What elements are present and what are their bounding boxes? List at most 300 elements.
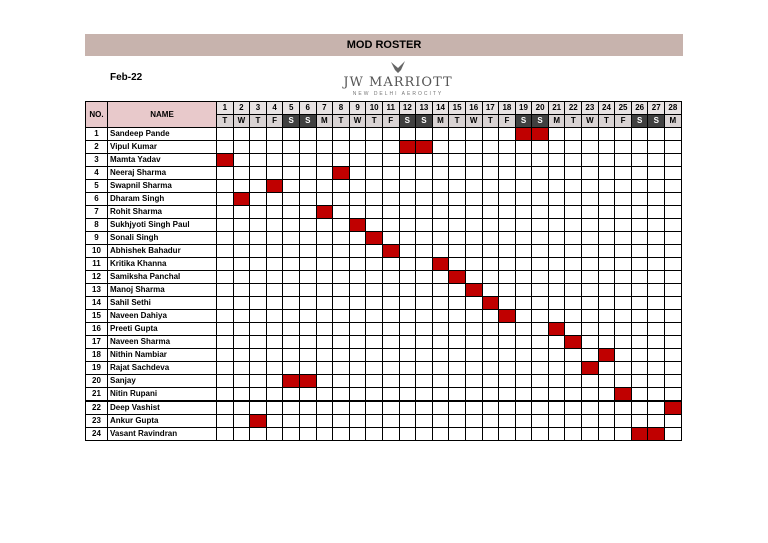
roster-cell — [598, 245, 615, 258]
roster-cell — [465, 180, 482, 193]
roster-cell — [366, 428, 383, 441]
roster-cell — [233, 232, 250, 245]
day-number-header: 10 — [366, 102, 383, 115]
staff-name: Samiksha Panchal — [108, 271, 217, 284]
roster-cell — [465, 323, 482, 336]
roster-cell — [299, 284, 316, 297]
roster-cell — [499, 128, 516, 141]
staff-name: Rohit Sharma — [108, 206, 217, 219]
roster-cell — [665, 219, 682, 232]
no-header: NO. — [86, 102, 108, 128]
roster-cell — [449, 180, 466, 193]
roster-cell — [366, 245, 383, 258]
roster-cell — [250, 401, 267, 415]
roster-cell — [548, 428, 565, 441]
staff-row — [86, 323, 682, 336]
roster-cell — [250, 362, 267, 375]
roster-cell — [598, 362, 615, 375]
weekday-header: S — [416, 115, 433, 128]
roster-cell — [416, 428, 433, 441]
roster-cell — [482, 428, 499, 441]
roster-cell — [333, 232, 350, 245]
day-number-header: 22 — [565, 102, 582, 115]
roster-cell — [283, 388, 300, 402]
roster-cell — [648, 362, 665, 375]
roster-cell — [266, 206, 283, 219]
roster-cell — [665, 141, 682, 154]
roster-cell — [366, 193, 383, 206]
roster-cell — [631, 154, 648, 167]
roster-cell — [416, 154, 433, 167]
roster-cell — [266, 428, 283, 441]
roster-cell — [631, 388, 648, 402]
roster-cell — [266, 388, 283, 402]
roster-cell — [665, 428, 682, 441]
day-number-header: 6 — [299, 102, 316, 115]
weekday-header: W — [349, 115, 366, 128]
roster-cell — [432, 167, 449, 180]
staff-name: Nithin Nambiar — [108, 349, 217, 362]
roster-cell — [432, 206, 449, 219]
roster-cell — [449, 219, 466, 232]
roster-cell — [382, 258, 399, 271]
roster-cell — [565, 388, 582, 402]
roster-cell — [250, 284, 267, 297]
roster-cell — [631, 128, 648, 141]
roster-cell — [565, 284, 582, 297]
staff-number: 24 — [86, 428, 108, 441]
roster-cell — [316, 428, 333, 441]
roster-cell — [565, 245, 582, 258]
roster-cell — [665, 349, 682, 362]
staff-row — [86, 388, 682, 402]
roster-cell — [515, 154, 532, 167]
roster-cell — [499, 297, 516, 310]
roster-cell — [382, 232, 399, 245]
roster-cell — [665, 271, 682, 284]
roster-cell — [333, 428, 350, 441]
roster-cell — [266, 232, 283, 245]
roster-cell — [631, 206, 648, 219]
staff-number: 14 — [86, 297, 108, 310]
roster-cell — [548, 349, 565, 362]
roster-cell — [299, 271, 316, 284]
roster-cell — [432, 219, 449, 232]
staff-name: Vipul Kumar — [108, 141, 217, 154]
roster-cell — [631, 415, 648, 428]
roster-cell — [615, 323, 632, 336]
duty-cell — [449, 271, 466, 284]
staff-row — [86, 310, 682, 323]
roster-cell — [366, 219, 383, 232]
roster-cell — [598, 232, 615, 245]
roster-cell — [582, 375, 599, 388]
roster-cell — [582, 428, 599, 441]
roster-cell — [416, 193, 433, 206]
roster-cell — [648, 180, 665, 193]
duty-cell — [349, 219, 366, 232]
roster-cell — [399, 219, 416, 232]
name-header: NAME — [108, 102, 217, 128]
day-number-header: 24 — [598, 102, 615, 115]
staff-row — [86, 193, 682, 206]
roster-cell — [499, 375, 516, 388]
roster-cell — [515, 297, 532, 310]
roster-cell — [532, 336, 549, 349]
roster-cell — [582, 167, 599, 180]
roster-cell — [532, 206, 549, 219]
roster-cell — [283, 206, 300, 219]
staff-number: 10 — [86, 245, 108, 258]
roster-cell — [233, 336, 250, 349]
staff-number: 16 — [86, 323, 108, 336]
roster-cell — [432, 180, 449, 193]
roster-cell — [465, 388, 482, 402]
roster-cell — [499, 271, 516, 284]
roster-cell — [465, 232, 482, 245]
roster-cell — [615, 141, 632, 154]
roster-cell — [382, 375, 399, 388]
roster-cell — [565, 362, 582, 375]
staff-number: 21 — [86, 388, 108, 402]
roster-cell — [349, 428, 366, 441]
roster-cell — [515, 362, 532, 375]
staff-number: 1 — [86, 128, 108, 141]
roster-cell — [532, 154, 549, 167]
roster-cell — [399, 284, 416, 297]
roster-cell — [615, 232, 632, 245]
roster-cell — [532, 401, 549, 415]
roster-cell — [565, 401, 582, 415]
roster-cell — [366, 258, 383, 271]
roster-cell — [665, 245, 682, 258]
roster-cell — [366, 310, 383, 323]
duty-cell — [582, 362, 599, 375]
roster-cell — [648, 323, 665, 336]
roster-cell — [366, 297, 383, 310]
day-number-header: 19 — [515, 102, 532, 115]
roster-cell — [266, 297, 283, 310]
roster-cell — [615, 336, 632, 349]
roster-cell — [515, 193, 532, 206]
roster-cell — [316, 245, 333, 258]
roster-cell — [532, 193, 549, 206]
roster-cell — [515, 388, 532, 402]
roster-cell — [482, 310, 499, 323]
roster-cell — [631, 284, 648, 297]
roster-cell — [333, 141, 350, 154]
roster-cell — [565, 154, 582, 167]
roster-cell — [233, 284, 250, 297]
roster-cell — [465, 362, 482, 375]
roster-cell — [548, 388, 565, 402]
roster-cell — [366, 349, 383, 362]
day-number-header: 4 — [266, 102, 283, 115]
roster-cell — [316, 193, 333, 206]
roster-cell — [665, 310, 682, 323]
roster-cell — [449, 401, 466, 415]
roster-cell — [250, 310, 267, 323]
roster-cell — [416, 375, 433, 388]
roster-cell — [250, 167, 267, 180]
duty-cell — [399, 141, 416, 154]
roster-cell — [565, 193, 582, 206]
roster-cell — [499, 232, 516, 245]
roster-cell — [548, 167, 565, 180]
roster-cell — [399, 206, 416, 219]
staff-name: Ankur Gupta — [108, 415, 217, 428]
roster-cell — [217, 284, 234, 297]
roster-cell — [615, 128, 632, 141]
roster-cell — [349, 336, 366, 349]
duty-cell — [217, 154, 234, 167]
weekday-header: T — [217, 115, 234, 128]
staff-number: 22 — [86, 401, 108, 415]
roster-cell — [615, 167, 632, 180]
roster-cell — [349, 349, 366, 362]
staff-number: 23 — [86, 415, 108, 428]
roster-cell — [648, 349, 665, 362]
weekday-header: W — [465, 115, 482, 128]
day-number-header: 17 — [482, 102, 499, 115]
roster-cell — [416, 388, 433, 402]
roster-cell — [598, 258, 615, 271]
duty-cell — [532, 128, 549, 141]
staff-number: 12 — [86, 271, 108, 284]
roster-cell — [515, 323, 532, 336]
roster-cell — [515, 141, 532, 154]
roster-cell — [598, 401, 615, 415]
staff-row — [86, 362, 682, 375]
roster-cell — [499, 141, 516, 154]
roster-cell — [283, 401, 300, 415]
roster-cell — [416, 128, 433, 141]
roster-cell — [449, 349, 466, 362]
roster-cell — [515, 401, 532, 415]
roster-cell — [283, 284, 300, 297]
roster-cell — [283, 193, 300, 206]
roster-cell — [366, 284, 383, 297]
roster-cell — [366, 388, 383, 402]
day-number-header: 9 — [349, 102, 366, 115]
roster-cell — [631, 232, 648, 245]
roster-cell — [283, 245, 300, 258]
roster-cell — [266, 336, 283, 349]
roster-cell — [582, 141, 599, 154]
roster-cell — [482, 154, 499, 167]
roster-cell — [316, 401, 333, 415]
roster-cell — [349, 310, 366, 323]
roster-cell — [250, 323, 267, 336]
roster-cell — [349, 245, 366, 258]
staff-number: 9 — [86, 232, 108, 245]
roster-cell — [416, 349, 433, 362]
staff-name: Dharam Singh — [108, 193, 217, 206]
month-label: Feb-22 — [110, 72, 143, 83]
roster-cell — [465, 297, 482, 310]
roster-cell — [333, 323, 350, 336]
roster-cell — [432, 349, 449, 362]
staff-number: 4 — [86, 167, 108, 180]
roster-cell — [366, 206, 383, 219]
roster-cell — [432, 128, 449, 141]
roster-cell — [615, 362, 632, 375]
roster-cell — [399, 232, 416, 245]
roster-cell — [349, 167, 366, 180]
roster-cell — [333, 401, 350, 415]
roster-cell — [316, 167, 333, 180]
roster-cell — [266, 310, 283, 323]
roster-cell — [299, 206, 316, 219]
roster-cell — [299, 258, 316, 271]
roster-cell — [532, 297, 549, 310]
roster-cell — [631, 258, 648, 271]
roster-cell — [515, 180, 532, 193]
roster-cell — [582, 128, 599, 141]
roster-cell — [449, 193, 466, 206]
roster-cell — [349, 232, 366, 245]
roster-cell — [217, 258, 234, 271]
staff-number: 13 — [86, 284, 108, 297]
roster-cell — [499, 323, 516, 336]
roster-cell — [482, 362, 499, 375]
roster-cell — [250, 154, 267, 167]
roster-cell — [499, 362, 516, 375]
weekday-header: T — [333, 115, 350, 128]
roster-cell — [349, 323, 366, 336]
duty-cell — [499, 310, 516, 323]
roster-cell — [665, 232, 682, 245]
roster-cell — [482, 323, 499, 336]
duty-cell — [333, 167, 350, 180]
staff-row — [86, 349, 682, 362]
roster-cell — [399, 258, 416, 271]
roster-cell — [499, 180, 516, 193]
roster-cell — [299, 428, 316, 441]
weekday-header: S — [631, 115, 648, 128]
roster-cell — [499, 336, 516, 349]
roster-cell — [482, 141, 499, 154]
day-number-header: 21 — [548, 102, 565, 115]
roster-cell — [233, 167, 250, 180]
roster-cell — [233, 349, 250, 362]
roster-cell — [631, 245, 648, 258]
roster-cell — [399, 415, 416, 428]
roster-cell — [465, 245, 482, 258]
roster-cell — [217, 349, 234, 362]
roster-cell — [449, 336, 466, 349]
staff-row — [86, 297, 682, 310]
roster-cell — [233, 154, 250, 167]
weekday-header: F — [382, 115, 399, 128]
roster-cell — [631, 375, 648, 388]
roster-cell — [582, 401, 599, 415]
roster-cell — [416, 415, 433, 428]
roster-cell — [217, 401, 234, 415]
roster-cell — [532, 388, 549, 402]
roster-cell — [432, 428, 449, 441]
roster-cell — [233, 206, 250, 219]
roster-cell — [449, 154, 466, 167]
roster-cell — [615, 180, 632, 193]
roster-cell — [349, 284, 366, 297]
roster-cell — [548, 141, 565, 154]
roster-cell — [548, 310, 565, 323]
roster-cell — [499, 219, 516, 232]
roster-cell — [598, 167, 615, 180]
roster-cell — [266, 415, 283, 428]
roster-cell — [349, 271, 366, 284]
roster-cell — [266, 401, 283, 415]
roster-cell — [416, 180, 433, 193]
roster-cell — [217, 362, 234, 375]
roster-cell — [648, 297, 665, 310]
duty-cell — [432, 258, 449, 271]
roster-cell — [515, 167, 532, 180]
roster-cell — [515, 284, 532, 297]
roster-cell — [482, 284, 499, 297]
roster-cell — [217, 428, 234, 441]
roster-cell — [349, 297, 366, 310]
roster-cell — [316, 180, 333, 193]
roster-cell — [482, 336, 499, 349]
roster-cell — [217, 336, 234, 349]
day-number-header: 12 — [399, 102, 416, 115]
staff-number: 8 — [86, 219, 108, 232]
roster-cell — [416, 219, 433, 232]
roster-cell — [548, 180, 565, 193]
roster-cell — [333, 154, 350, 167]
roster-cell — [333, 297, 350, 310]
roster-cell — [382, 193, 399, 206]
roster-cell — [217, 206, 234, 219]
roster-cell — [283, 323, 300, 336]
roster-cell — [598, 415, 615, 428]
roster-cell — [416, 310, 433, 323]
roster-cell — [598, 323, 615, 336]
day-number-header: 3 — [250, 102, 267, 115]
roster-cell — [366, 362, 383, 375]
roster-cell — [399, 401, 416, 415]
roster-cell — [333, 349, 350, 362]
staff-name: Rajat Sachdeva — [108, 362, 217, 375]
roster-cell — [349, 154, 366, 167]
staff-number: 20 — [86, 375, 108, 388]
roster-cell — [299, 167, 316, 180]
roster-cell — [250, 271, 267, 284]
roster-cell — [217, 128, 234, 141]
staff-name: Naveen Dahiya — [108, 310, 217, 323]
roster-cell — [449, 245, 466, 258]
roster-cell — [465, 271, 482, 284]
roster-cell — [316, 284, 333, 297]
roster-cell — [399, 245, 416, 258]
staff-number: 3 — [86, 154, 108, 167]
staff-name: Manoj Sharma — [108, 284, 217, 297]
staff-name: Neeraj Sharma — [108, 167, 217, 180]
staff-row — [86, 180, 682, 193]
roster-cell — [582, 245, 599, 258]
roster-cell — [266, 128, 283, 141]
roster-cell — [283, 336, 300, 349]
roster-cell — [515, 428, 532, 441]
roster-cell — [598, 336, 615, 349]
roster-cell — [565, 323, 582, 336]
roster-cell — [416, 401, 433, 415]
roster-cell — [283, 349, 300, 362]
staff-name: Swapnil Sharma — [108, 180, 217, 193]
day-number-header: 13 — [416, 102, 433, 115]
